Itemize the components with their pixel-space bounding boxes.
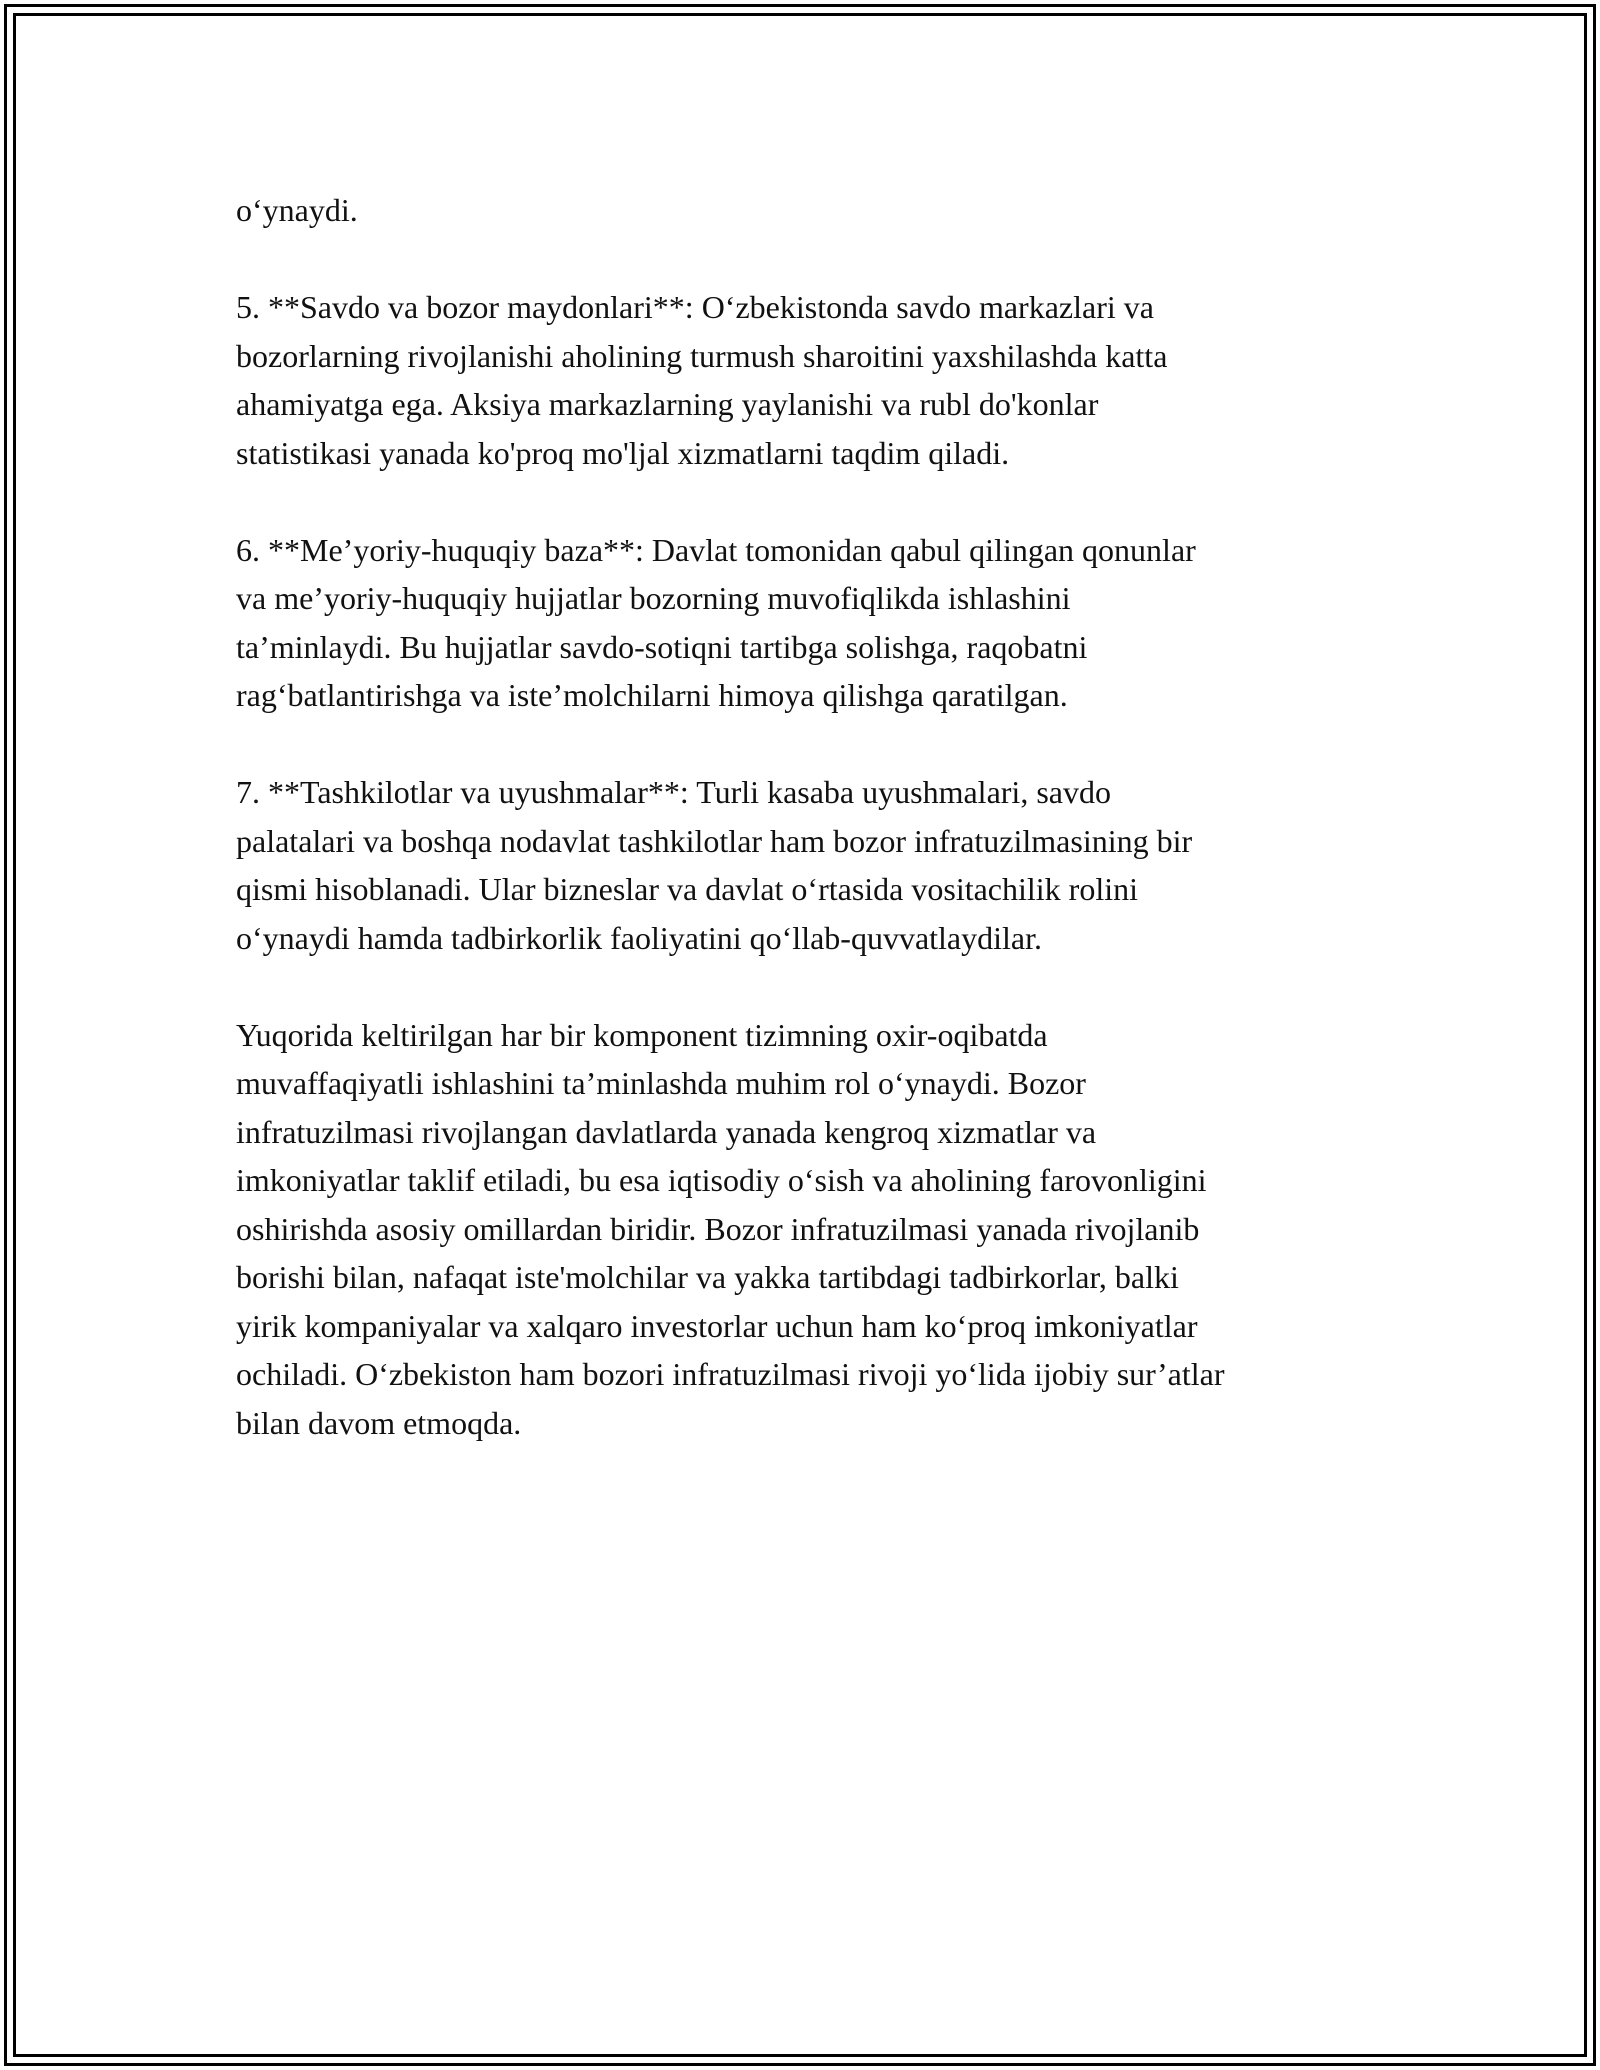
document-body	[236, 186, 1386, 1447]
text-line: oshirishda asosiy omillardan biridir. Bozor infratuzilmasi yanada rivojlanib	[236, 1210, 1200, 1247]
text-line: 6. **Me’yoriy-huquqiy baza**: Davlat tomonidan qabul qilingan qonunlar	[236, 531, 1196, 568]
paragraph-conclusion	[236, 1011, 1386, 1448]
paragraph-item-7-organizations	[236, 768, 1386, 962]
text-line: muvaffaqiyatli ishlashini ta’minlashda muhim rol o‘ynaydi. Bozor	[236, 1065, 1086, 1101]
text-line: 5. **Savdo va bozor maydonlari**: O‘zbekistonda savdo markazlari va	[236, 289, 1154, 325]
text-line: va me’yoriy-huquqiy hujjatlar bozorning muvofiqlikda ishlashini	[236, 580, 1071, 616]
text-line: Yuqorida keltirilgan har bir komponent tizimning oxir-oqibatda	[236, 1016, 1048, 1053]
text-line: rag‘batlantirishga va iste’molchilarni himoya qilishga qaratilgan.	[236, 677, 1068, 713]
text-line: ta’minlaydi. Bu hujjatlar savdo-sotiqni tartibga solishga, raqobatni	[236, 628, 1088, 665]
text-line: palatalari va boshqa nodavlat tashkilotlar ham bozor infratuzilmasining bir	[236, 822, 1193, 859]
paragraph-continuation	[236, 186, 1386, 235]
text-line: bozorlarning rivojlanishi aholining turmush sharoitini yaxshilashda katta	[236, 337, 1168, 374]
paragraph-item-6-legal-base	[236, 526, 1386, 720]
text-line: imkoniyatlar taklif etiladi, bu esa iqtisodiy o‘sish va aholining farovonligini	[236, 1162, 1207, 1198]
text-line: 7. **Tashkilotlar va uyushmalar**: Turli kasaba uyushmalari, savdo	[236, 774, 1111, 810]
text-line: o‘ynaydi hamda tadbirkorlik faoliyatini qo‘llab-quvvatlaydilar.	[236, 919, 1042, 956]
text-line: o‘ynaydi.	[236, 192, 358, 228]
text-line: qismi hisoblanadi. Ular bizneslar va davlat o‘rtasida vositachilik rolini	[236, 871, 1138, 907]
text-line: bilan davom etmoqda.	[236, 1404, 522, 1441]
text-line: infratuzilmasi rivojlangan davlatlarda yanada kengroq xizmatlar va	[236, 1113, 1097, 1150]
text-line: borishi bilan, nafaqat iste'molchilar va yakka tartibdagi tadbirkorlar, balki	[236, 1259, 1179, 1295]
paragraph-item-5-trade-markets	[236, 283, 1386, 477]
text-line: ochiladi. O‘zbekiston ham bozori infratuzilmasi rivoji yo‘lida ijobiy sur’atlar	[236, 1356, 1225, 1392]
text-line: statistikasi yanada ko'proq mo'ljal xizmatlarni taqdim qiladi.	[236, 434, 1010, 471]
text-line: ahamiyatga ega. Aksiya markazlarning yaylanishi va rubl do'konlar	[236, 386, 1099, 422]
text-line: yirik kompaniyalar va xalqaro investorlar uchun ham ko‘proq imkoniyatlar	[236, 1307, 1198, 1344]
